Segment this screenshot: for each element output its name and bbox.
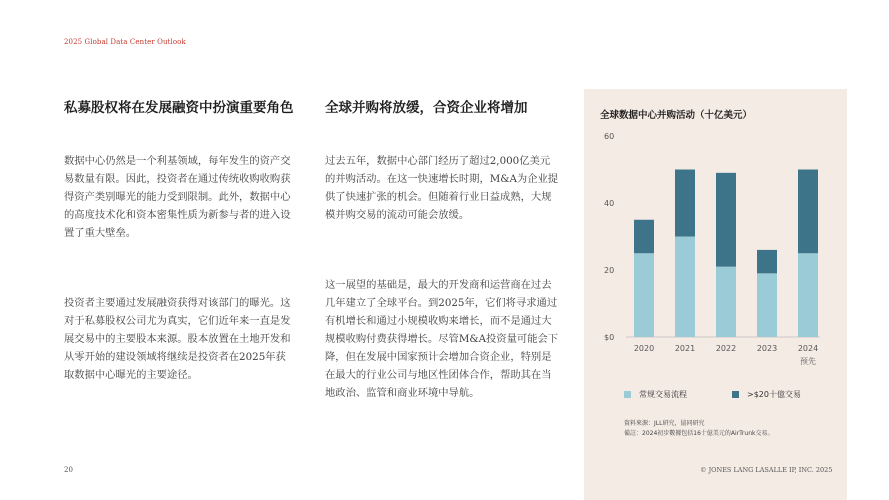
col1-paragraph-1: 数据中心仍然是一个利基领域，每年发生的资产交易数量有限。因此，投资者在通过传统收购收购获得资产类别曝光的能力受到限制。此外，数据中心的高度技术化和资本密集性质为新参与者的进入设置了重大壁垒。	[64, 155, 291, 239]
bar-2024-series-0	[798, 253, 818, 337]
chart-panel	[584, 89, 847, 500]
bar-2021-series-1	[675, 170, 695, 237]
legend-swatch-regular	[624, 391, 631, 398]
y-tick-label: 20	[604, 266, 615, 275]
chart-source: 資料來源：JLL研究，協同研究	[624, 420, 705, 427]
chart-note: 備註：2024初步數據包括16十億美元的AirTrunk交易。	[624, 430, 774, 437]
col2-paragraph-2: 这一展望的基础是，最大的开发商和运营商在过去几年建立了全球平台。到2025年，它们将寻求通过有机增长和通过小规模收购来增长，而不是通过大规模收购付费获得增长。尽管M&A投资量可能会下降，但在发展中国家预计会增加合资企业，特别是在最大的行业公司与地区性团体合作，帮助其在当地政治、监管和商业环境中导航。	[325, 279, 559, 399]
col2-heading: 全球并购将放缓，合资企业将增加	[325, 100, 528, 116]
y-tick-label: 60	[604, 132, 615, 141]
copyright: © JONES LANG LASALLE IP, INC. 2025	[700, 466, 833, 474]
col1-paragraph-2: 投资者主要通过发展融资获得对该部门的曝光。这对于私募股权公司尤为真实，它们近年来一直是发展交易中的主要股本来源。股本放置在土地开发和从零开始的建设领域将继续是投资者在2025年获取数据中心曝光的主要途径。	[64, 297, 291, 381]
bar-2023-series-1	[757, 250, 777, 273]
x-tick-sublabel: 预先	[800, 357, 816, 366]
x-tick-label: 2020	[633, 344, 655, 353]
bar-2020-series-1	[634, 220, 654, 254]
x-tick-label: 2021	[674, 344, 696, 353]
legend-item-large	[732, 389, 801, 400]
col1-heading: 私募股权将在发展融资中扮演重要角色	[64, 100, 294, 116]
bar-2022-series-0	[716, 267, 736, 337]
y-tick-label: 40	[604, 199, 615, 208]
x-tick-label: 2023	[756, 344, 778, 353]
bar-chart	[584, 89, 847, 389]
bar-2022-series-1	[716, 173, 736, 267]
y-tick-label: $0	[604, 333, 615, 342]
page-number: 20	[64, 466, 73, 474]
legend-label-regular: 常规交易流程	[639, 390, 687, 399]
bar-2021-series-0	[675, 237, 695, 338]
legend-label-large: >$20十億交易	[747, 390, 801, 399]
legend-swatch-large	[732, 391, 739, 398]
legend-item-regular	[624, 389, 687, 400]
chart-source-notes	[624, 419, 773, 439]
bar-2024-series-1	[798, 170, 818, 254]
x-tick-label: 2024	[797, 344, 819, 353]
x-tick-label: 2022	[715, 344, 737, 353]
bar-2023-series-0	[757, 273, 777, 337]
bar-2020-series-0	[634, 253, 654, 337]
running-title: 2025 Global Data Center Outlook	[64, 38, 186, 46]
chart-title: 全球数据中心并购活动（十亿美元）	[600, 110, 753, 121]
col2-paragraph-1: 过去五年，数据中心部门经历了超过2,000亿美元的并购活动。在这一快速增长时期，M&A为企业提供了快速扩张的机会。但随着行业日益成熟，大规模并购交易的流动可能会放缓。	[325, 155, 559, 221]
